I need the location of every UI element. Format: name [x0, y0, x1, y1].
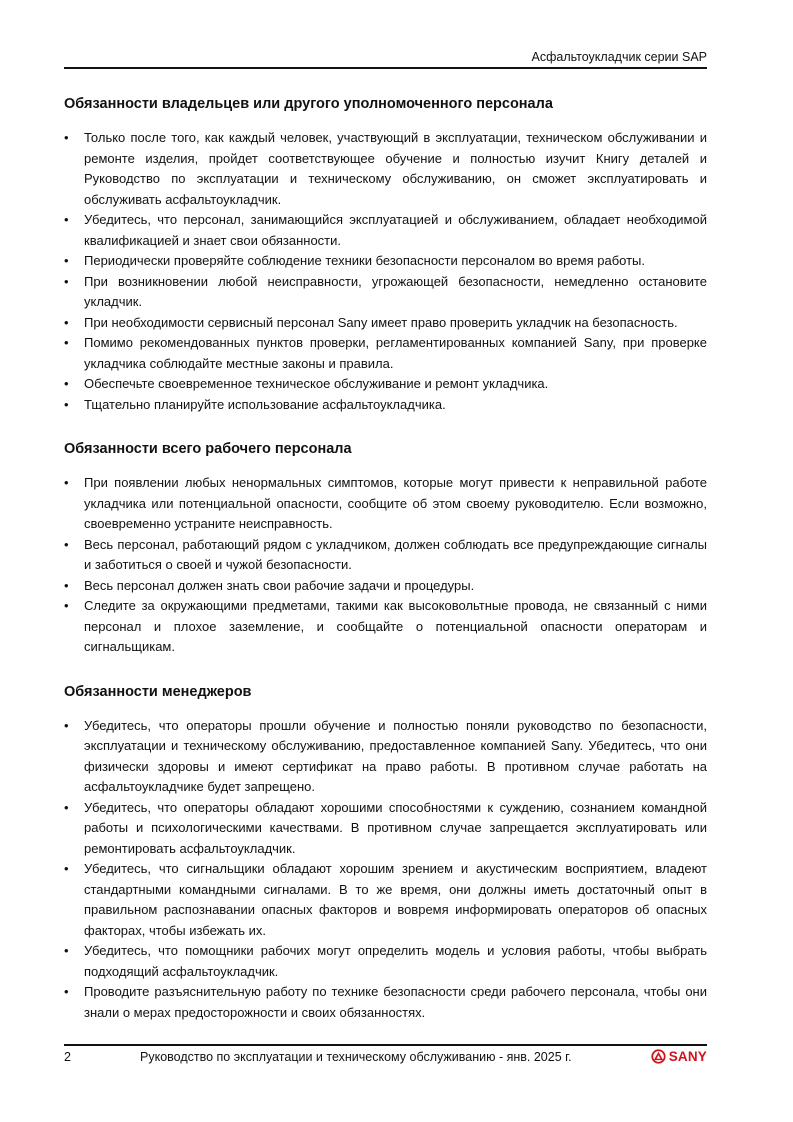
section-heading-owners: Обязанности владельцев или другого уполномоченного персонала: [64, 96, 553, 112]
bullet-icon: •: [64, 799, 69, 815]
footer-text: Руководство по эксплуатации и техническому обслуживанию - янв. 2025 г.: [140, 1050, 572, 1064]
list-item: • Периодически проверяйте соблюдение техники безопасности персоналом во время работы.: [64, 251, 707, 272]
sany-logo-icon: [651, 1049, 666, 1064]
section-heading-managers: Обязанности менеджеров: [64, 683, 252, 700]
bullet-icon: •: [64, 130, 69, 145]
bullet-icon: •: [64, 314, 69, 330]
bullet-icon: •: [64, 536, 69, 552]
bullet-icon: •: [64, 253, 69, 268]
bullet-icon: •: [64, 475, 69, 490]
logo-text: SANY: [668, 1049, 707, 1064]
bullet-icon: •: [64, 335, 69, 350]
list-item: • Весь персонал, работающий рядом с укладчиком, должен соблюдать все предупреждающие сигналы и заботиться о своей и чужой безопасности.: [64, 536, 707, 572]
bullet-icon: •: [64, 943, 69, 958]
list-item: • Убедитесь, что сигнальщики обладают хорошим зрением и акустическим восприятием, владеют стандартными командными сигналами. В то же время, они должны иметь достаточный опыт в правильном распознавании опасных факторов и вовремя информировать операторов об опасных факторах, чтобы избежать их.: [64, 861, 707, 938]
list-item: • Проводите разъяснительную работу по технике безопасности среди рабочего персонала, чтобы они знали о мерах предосторожности и своих обязанностях.: [64, 984, 707, 1020]
list-item: • Убедитесь, что персонал, занимающийся эксплуатацией и обслуживанием, обладает необходимой квалификацией и знает свои обязанности.: [64, 212, 707, 248]
list-item: • При возникновении любой неисправности, угрожающей безопасности, немедленно остановите укладчик.: [64, 273, 707, 309]
list-item: • Весь персонал должен знать свои рабочие задачи и процедуры.: [64, 576, 707, 597]
bullet-icon: •: [64, 598, 69, 613]
list-item: • Следите за окружающими предметами, такими как высоковольтные провода, не связанный с ними персонал и плохое заземление, и сообщайте о потенциальной опасности операторам и сигнальщикам.: [64, 598, 707, 654]
list-item: • Обеспечьте своевременное техническое обслуживание и ремонт укладчика.: [64, 374, 707, 395]
list-item: • Только после того, как каждый человек, участвующий в эксплуатации, техническом обслуживании и ремонте изделия, пройдет соответствующее обучение и полностью изучит Книгу деталей и Руководство по эксплуатации и техническому обслуживанию, он сможет эксплуатировать и обслуживать асфальтоукладчик.: [64, 130, 707, 207]
running-footer: [64, 1050, 707, 1068]
page-content: [64, 94, 707, 1023]
list-item: • При появлении любых ненормальных симптомов, которые могут привести к неправильной работе укладчика или потенциальной опасности, сообщите об этом своему руководителю. Если возможно, своевременно устраните неисправность.: [64, 475, 707, 531]
bullet-icon: •: [64, 577, 69, 593]
header-title: Асфальтоукладчик серии SAP: [531, 50, 707, 64]
bullet-list-managers: [64, 716, 707, 1024]
running-header: [64, 50, 707, 68]
section-heading-all-staff: Обязанности всего рабочего персонала: [64, 441, 352, 457]
bullet-list-owners: [64, 128, 707, 415]
bullet-icon: •: [64, 861, 69, 876]
bullet-icon: •: [64, 212, 69, 227]
list-item: • При необходимости сервисный персонал Sany имеет право проверить укладчик на безопасность.: [64, 313, 707, 334]
footer-rule: [64, 1044, 707, 1046]
bullet-icon: •: [64, 717, 69, 733]
bullet-list-all-staff: [64, 473, 707, 658]
bullet-icon: •: [64, 273, 69, 289]
list-item: • Убедитесь, что операторы обладают хорошими способностями к суждению, сознанием командной работы и психологическими качествами. В противном случае запрещается эксплуатировать или ремонтировать асфальтоукладчик.: [64, 799, 707, 856]
sany-logo: [651, 1049, 707, 1064]
bullet-icon: •: [64, 396, 69, 412]
bullet-icon: •: [64, 376, 69, 391]
list-item: • Убедитесь, что помощники рабочих могут определить модель и условия работы, чтобы выбрать подходящий асфальтоукладчик.: [64, 943, 707, 979]
list-item: • Убедитесь, что операторы прошли обучение и полностью поняли руководство по безопасности, эксплуатации и техническому обслуживанию, предоставленное компанией Sany. Убедитесь, что они физически здоровы и имеют сертификат на право работы. В противном случае работать на асфальтоукладчике будет запрещено.: [64, 717, 707, 794]
header-rule: [64, 67, 707, 69]
list-item: • Тщательно планируйте использование асфальтоукладчика.: [64, 395, 707, 416]
bullet-icon: •: [64, 984, 69, 999]
page-number: 2: [64, 1050, 71, 1064]
list-item: • Помимо рекомендованных пунктов проверки, регламентированных компанией Sany, при проверке укладчика соблюдайте местные законы и правила.: [64, 335, 707, 371]
